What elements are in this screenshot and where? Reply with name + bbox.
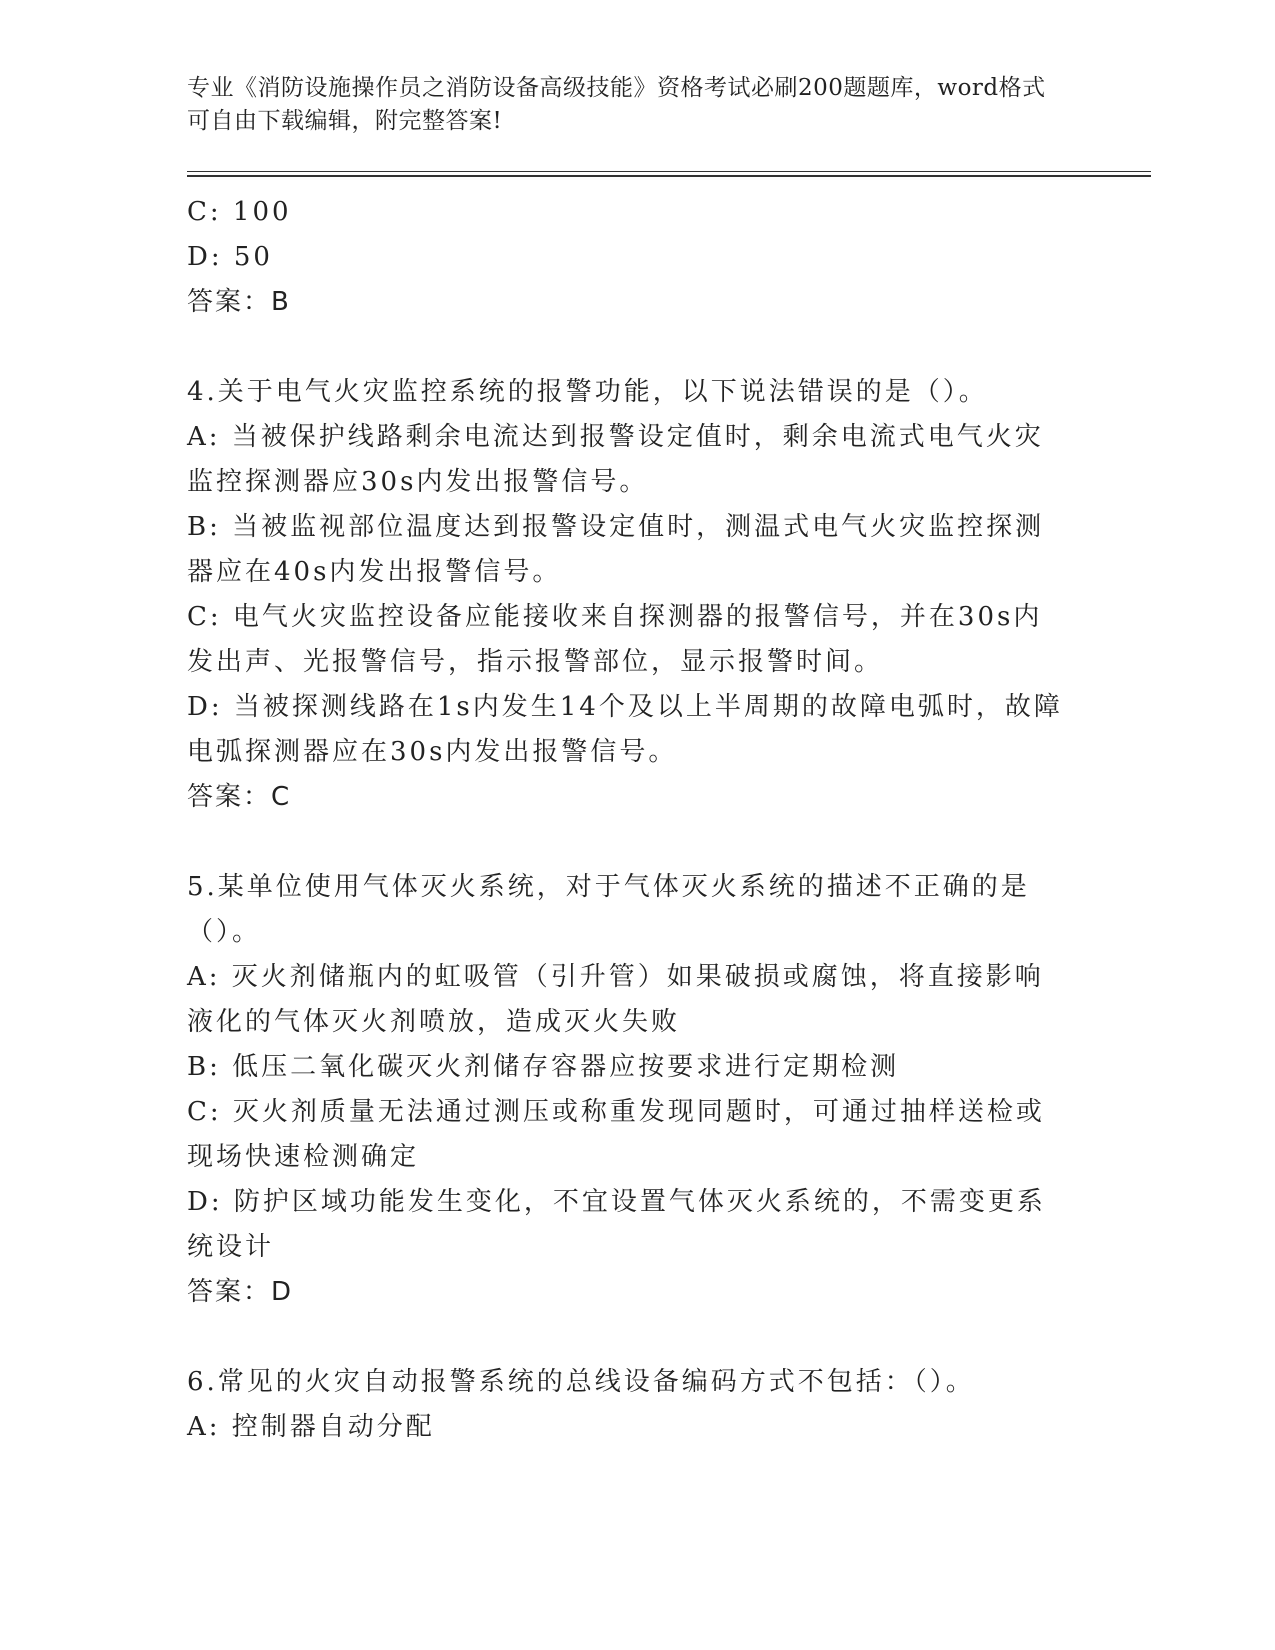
question-3-tail [187,190,1067,325]
header-title: 专业《消防设施操作员之消防设备高级技能》资格考试必刷200题题库，word格式可自由下载编辑，附完整答案! [187,75,1046,134]
question-content [187,190,1067,1450]
q4-option-c: C: 电气火灾监控设备应能接收来自探测器的报警信号，并在30s内发出声、光报警信号，指示报警部位，显示报警时间。 [187,602,1043,677]
q4-question: 4.关于电气火灾监控系统的报警功能，以下说法错误的是（）。 [187,377,988,407]
header-rule-thin [187,171,1151,172]
page-header [187,72,1067,138]
spacer [187,820,1067,865]
question-6 [187,1360,1067,1450]
q4-option-b: B: 当被监视部位温度达到报警设定值时，测温式电气火灾监控探测器应在40s内发出报警信号。 [187,512,1045,587]
spacer [187,325,1067,370]
q4-option-a: A: 当被保护线路剩余电流达到报警设定值时，剩余电流式电气火灾监控探测器应30s内发出报警信号。 [187,422,1044,497]
question-4 [187,370,1067,820]
q5-option-a: A: 灭火剂储瓶内的虹吸管（引升管）如果破损或腐蚀，将直接影响液化的气体灭火剂喷放，造成灭火失败 [187,962,1044,1037]
question-5 [187,865,1067,1315]
spacer [187,1315,1067,1360]
q5-option-c: C: 灭火剂质量无法通过测压或称重发现同题时，可通过抽样送检或现场快速检测确定 [187,1097,1045,1172]
q4-option-d: D: 当被探测线路在1s内发生14个及以上半周期的故障电弧时，故障电弧探测器应在30s内发出报警信号。 [187,692,1063,767]
header-rule-thick [187,175,1151,177]
q6-question: 6.常见的火灾自动报警系统的总线设备编码方式不包括：（）。 [187,1367,975,1397]
q3-answer: 答案：B [187,287,291,317]
q4-answer: 答案：C [187,782,292,812]
q6-option-a: A: 控制器自动分配 [187,1412,435,1442]
q5-question: 5.某单位使用气体灭火系统，对于气体灭火系统的描述不正确的是（）。 [187,872,1030,947]
q3-option-d: D: 50 [187,242,273,272]
q5-option-b: B: 低压二氧化碳灭火剂储存容器应按要求进行定期检测 [187,1052,900,1082]
q5-answer: 答案：D [187,1277,294,1307]
q5-option-d: D: 防护区域功能发生变化，不宜设置气体灭火系统的，不需变更系统设计 [187,1187,1046,1262]
q3-option-c: C: 100 [187,197,292,227]
